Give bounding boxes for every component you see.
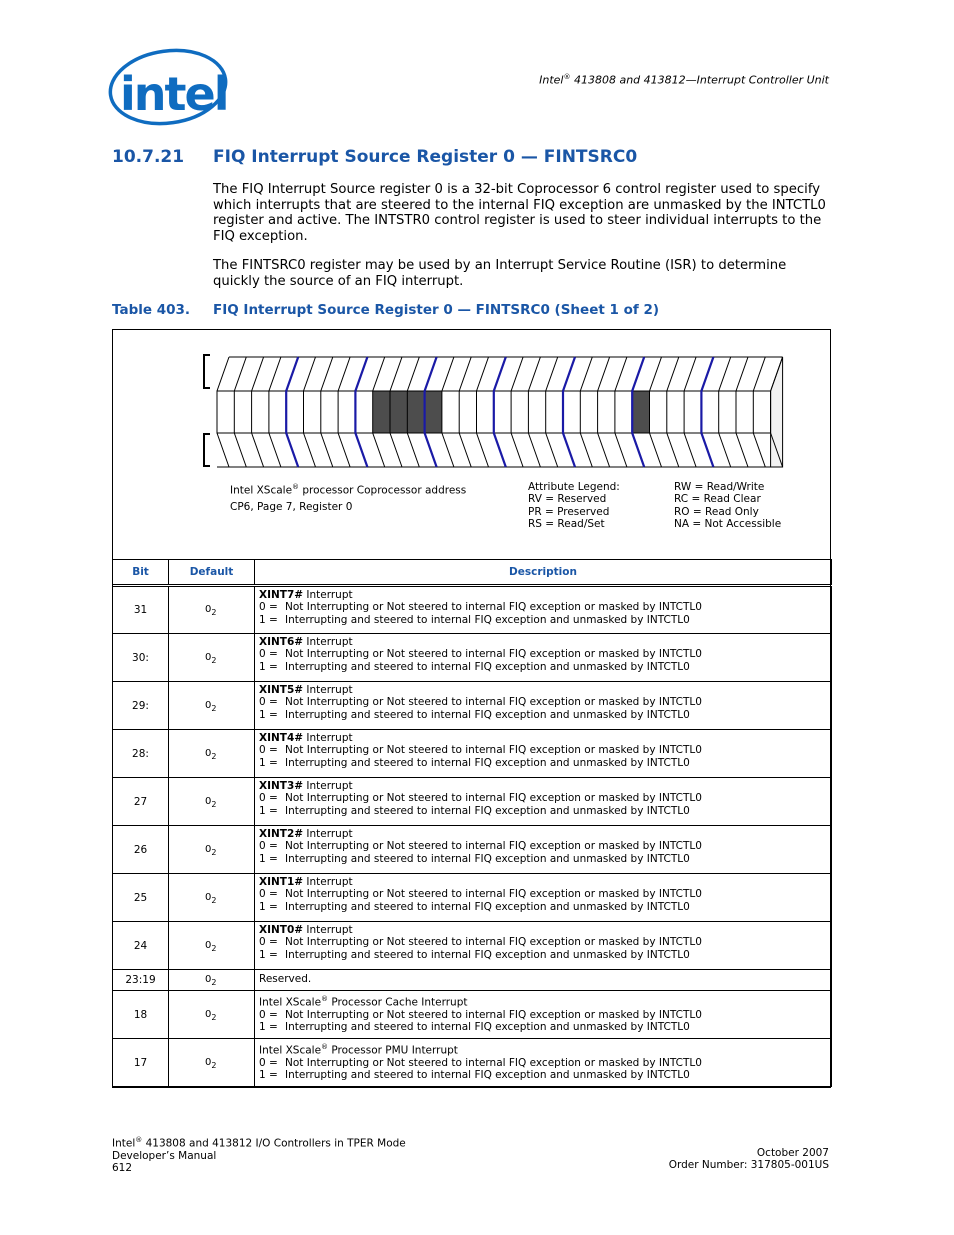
table-row — [113, 826, 832, 874]
value-1-line: 1 = Interrupting and steered to internal FIQ exception and unmasked by INTCTL0 — [259, 708, 690, 721]
paragraph-2: The FINTSRC0 register may be used by an Interrupt Service Routine (ISR) to determine quickly the source of an FIQ interrupt. — [213, 258, 787, 289]
bit-cell: 26 — [113, 826, 169, 874]
value-1-line: 1 = Interrupting and steered to internal FIQ exception and unmasked by INTCTL0 — [259, 756, 690, 769]
section-number: 10.7.21 — [112, 147, 185, 167]
page-number: 612 — [112, 1162, 133, 1175]
table-row — [113, 922, 832, 970]
paragraph-1: The FIQ Interrupt Source register 0 is a 32-bit Coprocessor 6 control register used to specify which interrupts that are steered to the internal FIQ exception are unmasked by the INTCTL0 register and active. The INTSTR0 control register is used to steer individual interrupts to the FIQ exception. — [213, 182, 826, 244]
default-value: $0_2$ — [169, 826, 255, 874]
value-0-line: 0 = Not Interrupting or Not steered to internal FIQ exception or masked by INTCTL0 — [259, 1056, 702, 1069]
bit-cell: 18 — [113, 991, 169, 1039]
default-value: $0_2$ — [169, 874, 255, 922]
value-0-line: 0 = Not Interrupting or Not steered to internal FIQ exception or masked by INTCTL0 — [259, 744, 702, 757]
section-heading: FIQ Interrupt Source Register 0 — FINTSRC0 — [213, 147, 638, 167]
bit-cell: 25 — [113, 874, 169, 922]
value-1-line: 1 = Interrupting and steered to internal FIQ exception and unmasked by INTCTL0 — [259, 660, 690, 673]
default-value: $0_2$ — [169, 991, 255, 1039]
table-row — [113, 1039, 832, 1087]
description-cell: XINT1# Interrupt 0 = Not Interrupting or Not steered to internal FIQ exception or masked by INTCTL0 1 = Interrupting and steered to internal FIQ exception and unmasked by INTCTL0 — [255, 874, 832, 922]
description-cell: Intel XScale® Processor Cache Interrupt 0 = Not Interrupting or Not steered to internal FIQ exception or masked by INTCTL0 1 = Interrupting and steered to internal FIQ exception and unmasked by INTCTL0 — [255, 991, 832, 1039]
description-cell: Reserved. — [255, 970, 832, 991]
value-0-line: 0 = Not Interrupting or Not steered to internal FIQ exception or masked by INTCTL0 — [259, 1008, 702, 1021]
value-0-line: 0 = Not Interrupting or Not steered to internal FIQ exception or masked by INTCTL0 — [259, 696, 702, 709]
description-cell: XINT5# Interrupt 0 = Not Interrupting or Not steered to internal FIQ exception or masked by INTCTL0 1 = Interrupting and steered to internal FIQ exception and unmasked by INTCTL0 — [255, 682, 832, 730]
bit-cell: 29: — [113, 682, 169, 730]
register-table — [112, 559, 832, 1087]
table-row — [113, 778, 832, 826]
bit-cell: 17 — [113, 1039, 169, 1087]
attribute-legend-col2: RW = Read/Write RC = Read Clear RO = Read Only NA = Not Accessible — [674, 481, 782, 531]
bit-cell: 27 — [113, 778, 169, 826]
bit-cell: 31 — [113, 586, 169, 634]
table-row — [113, 634, 832, 682]
table-row — [113, 970, 832, 991]
bit-cell: 30: — [113, 634, 169, 682]
value-1-line: 1 = Interrupting and steered to internal FIQ exception and unmasked by INTCTL0 — [259, 852, 690, 865]
bit-cells — [204, 355, 783, 467]
section-title — [112, 147, 637, 167]
table-row — [113, 682, 832, 730]
description-cell: XINT7# Interrupt 0 = Not Interrupting or Not steered to internal FIQ exception or masked by INTCTL0 1 = Interrupting and steered to internal FIQ exception and unmasked by INTCTL0 — [255, 586, 832, 634]
header-description: Description — [255, 560, 832, 586]
table-row — [113, 586, 832, 634]
register-bit-diagram — [200, 350, 790, 472]
default-value: $0_2$ — [169, 634, 255, 682]
description-cell: XINT4# Interrupt 0 = Not Interrupting or Not steered to internal FIQ exception or masked by INTCTL0 1 = Interrupting and steered to internal FIQ exception and unmasked by INTCTL0 — [255, 730, 832, 778]
footer-left: Intel® 413808 and 413812 I/O Controllers in TPER Mode Developer’s Manual 612 — [112, 1136, 406, 1175]
value-0-line: 0 = Not Interrupting or Not steered to internal FIQ exception or masked by INTCTL0 — [259, 888, 702, 901]
header-title: Intel® 413808 and 413812—Interrupt Controller Unit — [539, 73, 829, 87]
description-cell: Intel XScale® Processor PMU Interrupt 0 = Not Interrupting or Not steered to internal FIQ exception or masked by INTCTL0 1 = Interrupting and steered to internal FIQ exception and unmasked by INTCTL0 — [255, 1039, 832, 1087]
table-caption: Table 403. FIQ Interrupt Source Register 0 — FINTSRC0 (Sheet 1 of 2) — [112, 302, 660, 318]
table-row — [113, 874, 832, 922]
header-default: Default — [169, 560, 255, 586]
bit-cell: 24 — [113, 922, 169, 970]
default-value: $0_2$ — [169, 922, 255, 970]
value-1-line: 1 = Interrupting and steered to internal FIQ exception and unmasked by INTCTL0 — [259, 900, 690, 913]
default-value: $0_2$ — [169, 1039, 255, 1087]
description-cell: XINT2# Interrupt 0 = Not Interrupting or Not steered to internal FIQ exception or masked by INTCTL0 1 = Interrupting and steered to internal FIQ exception and unmasked by INTCTL0 — [255, 826, 832, 874]
header-bit: Bit — [113, 560, 169, 586]
bit-cell: 28: — [113, 730, 169, 778]
value-1-line: 1 = Interrupting and steered to internal FIQ exception and unmasked by INTCTL0 — [259, 948, 690, 961]
value-0-line: 0 = Not Interrupting or Not steered to internal FIQ exception or masked by INTCTL0 — [259, 792, 702, 805]
value-0-line: 0 = Not Interrupting or Not steered to internal FIQ exception or masked by INTCTL0 — [259, 601, 702, 614]
description-cell: XINT3# Interrupt 0 = Not Interrupting or Not steered to internal FIQ exception or masked by INTCTL0 1 = Interrupting and steered to internal FIQ exception and unmasked by INTCTL0 — [255, 778, 832, 826]
value-0-line: 0 = Not Interrupting or Not steered to internal FIQ exception or masked by INTCTL0 — [259, 936, 702, 949]
value-1-line: 1 = Interrupting and steered to internal FIQ exception and unmasked by INTCTL0 — [259, 1069, 690, 1082]
table-row — [113, 730, 832, 778]
intel-logo — [106, 46, 230, 132]
default-value: $0_2$ — [169, 730, 255, 778]
value-1-line: 1 = Interrupting and steered to internal FIQ exception and unmasked by INTCTL0 — [259, 804, 690, 817]
value-0-line: 0 = Not Interrupting or Not steered to internal FIQ exception or masked by INTCTL0 — [259, 648, 702, 661]
value-1-line: 1 = Interrupting and steered to internal FIQ exception and unmasked by INTCTL0 — [259, 613, 690, 626]
table-row — [113, 991, 832, 1039]
value-1-line: 1 = Interrupting and steered to internal FIQ exception and unmasked by INTCTL0 — [259, 1021, 690, 1034]
description-cell: XINT6# Interrupt 0 = Not Interrupting or Not steered to internal FIQ exception or masked by INTCTL0 1 = Interrupting and steered to internal FIQ exception and unmasked by INTCTL0 — [255, 634, 832, 682]
default-value: $0_2$ — [169, 970, 255, 991]
default-value: $0_2$ — [169, 586, 255, 634]
default-value: $0_2$ — [169, 682, 255, 730]
bit-cell: 23:19 — [113, 970, 169, 991]
default-value: $0_2$ — [169, 778, 255, 826]
footer-right: October 2007 Order Number: 317805-001US — [668, 1147, 829, 1172]
logo-text: intel — [120, 67, 228, 121]
value-0-line: 0 = Not Interrupting or Not steered to internal FIQ exception or masked by INTCTL0 — [259, 840, 702, 853]
description-cell: XINT0# Interrupt 0 = Not Interrupting or Not steered to internal FIQ exception or masked by INTCTL0 1 = Interrupting and steered to internal FIQ exception and unmasked by INTCTL0 — [255, 922, 832, 970]
table-header-row — [113, 560, 832, 586]
attribute-legend-col1: Attribute Legend: RV = Reserved PR = Preserved RS = Read/Set — [528, 481, 620, 531]
coprocessor-address: Intel XScale® processor Coprocessor address CP6, Page 7, Register 0 — [230, 483, 467, 513]
